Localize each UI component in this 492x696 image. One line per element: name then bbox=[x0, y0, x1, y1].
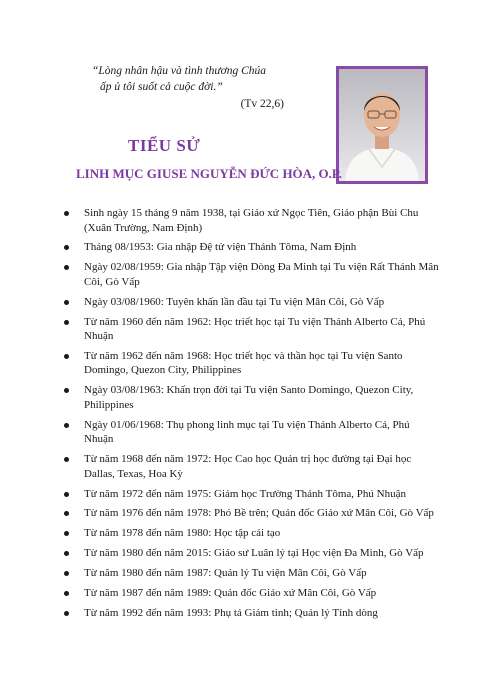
list-item bbox=[62, 526, 440, 541]
list-item-text: Từ năm 1992 đến năm 1993: Phụ tá Giám tỉnh; Quản lý Tỉnh dòng bbox=[84, 606, 378, 619]
list-item-text: Ngày 02/08/1959: Gia nhập Tập viện Dòng Đa Minh tại Tu viện Rất Thánh Mân Côi, Gò Vấp bbox=[84, 261, 439, 288]
list-item-text: Ngày 03/08/1963: Khấn trọn đời tại Tu viện Santo Domingo, Quezon City, Philippines bbox=[84, 384, 414, 411]
list-item bbox=[62, 506, 440, 521]
list-item-text: Ngày 01/06/1968: Thụ phong linh mục tại Tu viện Thánh Alberto Cả, Phú Nhuận bbox=[84, 418, 410, 446]
list-item bbox=[62, 349, 440, 378]
list-item bbox=[62, 295, 440, 310]
list-item-text: Từ năm 1976 đến năm 1978: Phó Bề trên; Quản đốc Giáo xứ Mân Côi, Gò Vấp bbox=[84, 507, 434, 520]
list-item-text: Từ năm 1972 đến năm 1975: Giám học Trường Thánh Tôma, Phú Nhuận bbox=[84, 487, 406, 500]
list-item bbox=[62, 546, 440, 561]
list-item bbox=[62, 260, 440, 289]
quote-line-1: “Lòng nhân hậu và tình thương Chúa bbox=[92, 65, 267, 77]
bullet-icon bbox=[64, 320, 69, 325]
bullet-icon bbox=[64, 423, 69, 428]
portrait-illustration bbox=[339, 69, 425, 181]
scripture-quote bbox=[92, 64, 302, 113]
list-item bbox=[62, 240, 440, 255]
list-item bbox=[62, 452, 440, 481]
list-item bbox=[62, 586, 440, 601]
bullet-icon bbox=[64, 300, 69, 305]
biography-list bbox=[62, 206, 440, 626]
bullet-icon bbox=[64, 354, 69, 359]
list-item-text: Tháng 08/1953: Gia nhập Đệ tử viện Thánh Tôma, Nam Định bbox=[84, 241, 357, 254]
list-item-text: Từ năm 1968 đến năm 1972: Học Cao học Quản trị học đường tại Đại học Dallas, Texas, Hoa Kỳ bbox=[84, 453, 412, 480]
list-item bbox=[62, 566, 440, 581]
bullet-icon bbox=[64, 265, 69, 270]
quote-line-2: ấp ủ tôi suốt cả cuộc đời.” bbox=[100, 80, 223, 93]
bullet-icon bbox=[64, 245, 69, 250]
bullet-icon bbox=[64, 388, 69, 393]
quote-reference: (Tv 22,6) bbox=[240, 98, 284, 110]
bullet-icon bbox=[64, 571, 69, 576]
list-item bbox=[62, 418, 440, 447]
bullet-icon bbox=[64, 211, 69, 216]
bullet-icon bbox=[64, 551, 69, 556]
page-subtitle: LINH MỤC GIUSE NGUYỄN ĐỨC HÒA, O.P. bbox=[76, 166, 342, 181]
list-item-text: Từ năm 1960 đến năm 1962: Học triết học tại Tu viện Thánh Alberto Cả, Phú Nhuận bbox=[84, 315, 426, 343]
portrait-photo bbox=[336, 66, 428, 184]
bullet-icon bbox=[64, 591, 69, 596]
bullet-icon bbox=[64, 492, 69, 497]
list-item bbox=[62, 206, 440, 235]
list-item bbox=[62, 606, 440, 621]
page-title: TIỂU SỬ bbox=[128, 136, 201, 155]
list-item-text: Từ năm 1962 đến năm 1968: Học triết học và thần học tại Tu viện Santo Domingo, Quezon City, Philippines bbox=[84, 349, 403, 377]
list-item-text: Từ năm 1987 đến năm 1989: Quản đốc Giáo xứ Mân Côi, Gò Vấp bbox=[84, 586, 377, 599]
list-item-text: Từ năm 1978 đến năm 1980: Học tập cải tạo bbox=[84, 527, 281, 540]
list-item bbox=[62, 315, 440, 344]
list-item-text: Từ năm 1980 đến năm 1987: Quản lý Tu viện Mân Côi, Gò Vấp bbox=[84, 567, 367, 580]
bullet-icon bbox=[64, 531, 69, 536]
bullet-icon bbox=[64, 457, 69, 462]
list-item-text: Từ năm 1980 đến năm 2015: Giáo sư Luân lý tại Học viện Đa Minh, Gò Vấp bbox=[84, 547, 424, 560]
list-item-text: Ngày 03/08/1960: Tuyên khấn lần đầu tại Tu viện Mân Côi, Gò Vấp bbox=[84, 295, 385, 308]
bullet-icon bbox=[64, 611, 69, 616]
list-item-text: Sinh ngày 15 tháng 9 năm 1938, tại Giáo xứ Ngọc Tiên, Giáo phận Bùi Chu (Xuân Trường, Nam Định) bbox=[84, 207, 419, 234]
list-item bbox=[62, 383, 440, 412]
list-item bbox=[62, 487, 440, 502]
bullet-icon bbox=[64, 511, 69, 516]
